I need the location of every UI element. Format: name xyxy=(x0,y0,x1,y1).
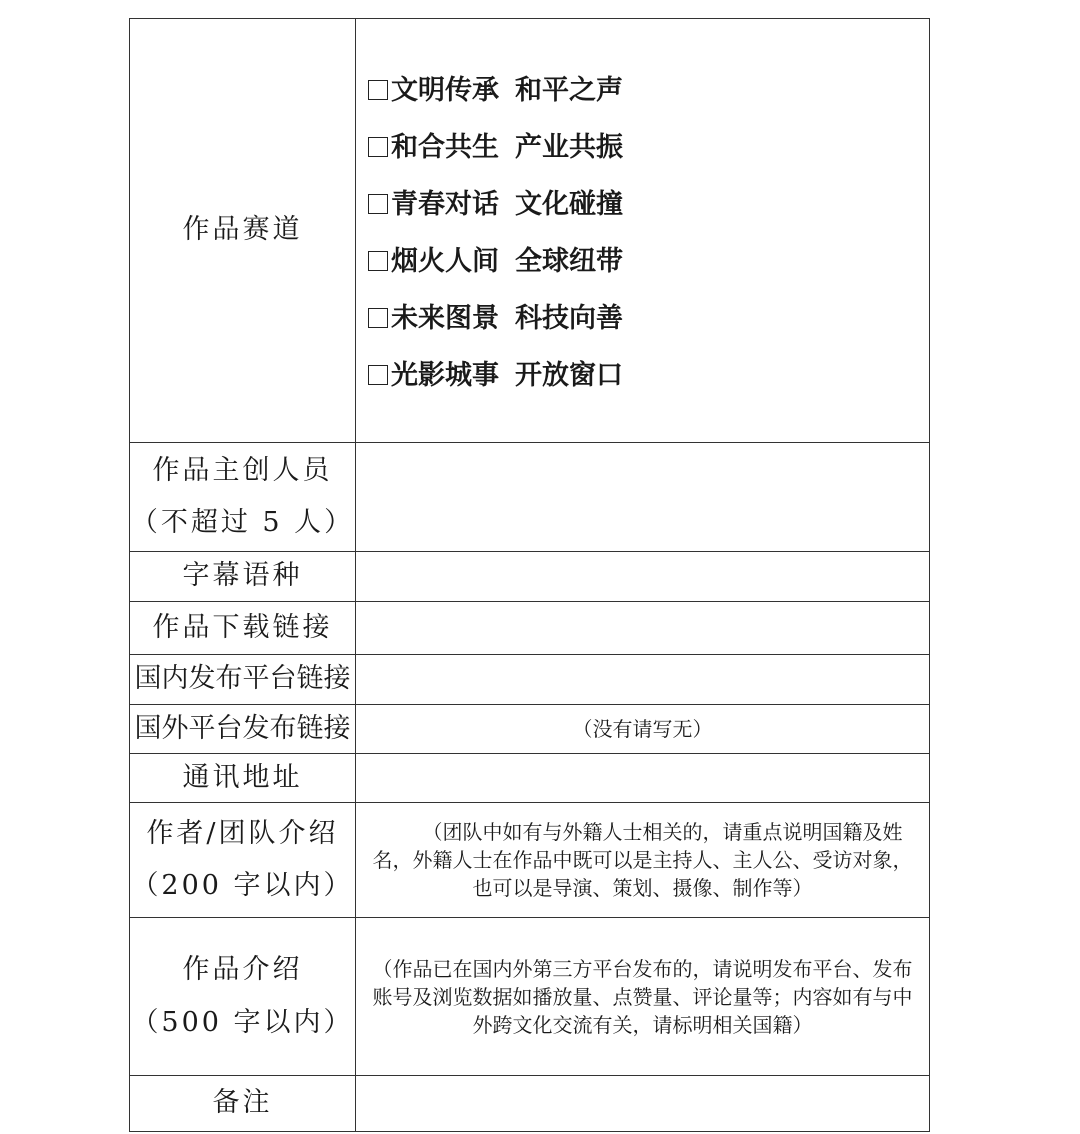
row-download-link xyxy=(130,601,929,654)
row-track xyxy=(130,19,929,442)
domestic-link-field[interactable] xyxy=(356,655,929,704)
checkbox-icon[interactable] xyxy=(368,137,388,157)
foreign-link-field[interactable]: （没有请写无） xyxy=(572,717,713,741)
label-creators: 作品主创人员 （不超过 5 人） xyxy=(130,443,356,551)
checkbox-icon[interactable] xyxy=(368,80,388,100)
row-creators xyxy=(130,442,929,551)
track-option-4[interactable]: 烟火人间 全球纽带 xyxy=(368,242,929,299)
track-option-3[interactable]: 青春对话 文化碰撞 xyxy=(368,185,929,242)
work-intro-hint: （作品已在国内外第三方平台发布的，请说明发布平台、发布账号及浏览数据如播放量、点赞量、评论量等；内容如有与中外跨文化交流有关，请标明相关国籍） xyxy=(372,956,913,1037)
row-subtitle-language xyxy=(130,551,929,601)
track-option-6[interactable]: 光影城事 开放窗口 xyxy=(368,356,929,413)
row-foreign-link xyxy=(130,704,929,753)
work-intro-field[interactable] xyxy=(356,918,929,1075)
label-foreign-link: 国外平台发布链接 xyxy=(130,705,356,753)
track-option-1[interactable]: 文明传承 和平之声 xyxy=(368,71,929,128)
row-team-intro xyxy=(130,802,929,917)
label-address: 通讯地址 xyxy=(130,754,356,802)
label-download-link: 作品下载链接 xyxy=(130,602,356,654)
track-options xyxy=(356,19,929,442)
address-field[interactable] xyxy=(356,754,929,802)
checkbox-icon[interactable] xyxy=(368,251,388,271)
row-domestic-link xyxy=(130,654,929,704)
checkbox-icon[interactable] xyxy=(368,308,388,328)
row-remarks xyxy=(130,1075,929,1131)
team-intro-field[interactable] xyxy=(356,803,929,917)
checkbox-icon[interactable] xyxy=(368,194,388,214)
label-domestic-link: 国内发布平台链接 xyxy=(130,655,356,704)
row-address xyxy=(130,753,929,802)
download-link-field[interactable] xyxy=(356,602,929,654)
label-work-intro: 作品介绍 （500 字以内） xyxy=(130,918,356,1075)
checkbox-icon[interactable] xyxy=(368,365,388,385)
label-remarks: 备注 xyxy=(130,1076,356,1131)
track-option-5[interactable]: 未来图景 科技向善 xyxy=(368,299,929,356)
label-track: 作品赛道 xyxy=(130,19,356,442)
subtitle-language-field[interactable] xyxy=(356,552,929,601)
label-team-intro: 作者/团队介绍 （200 字以内） xyxy=(130,803,356,917)
registration-form-table xyxy=(129,18,930,1132)
team-intro-hint: （团队中如有与外籍人士相关的，请重点说明国籍及姓名，外籍人士在作品中既可以是主持人、主人公、受访对象，也可以是导演、策划、摄像、制作等） xyxy=(372,820,913,900)
label-subtitle-language: 字幕语种 xyxy=(130,552,356,601)
creators-field[interactable] xyxy=(356,443,929,551)
track-option-2[interactable]: 和合共生 产业共振 xyxy=(368,128,929,185)
remarks-field[interactable] xyxy=(356,1076,929,1131)
row-work-intro xyxy=(130,917,929,1075)
